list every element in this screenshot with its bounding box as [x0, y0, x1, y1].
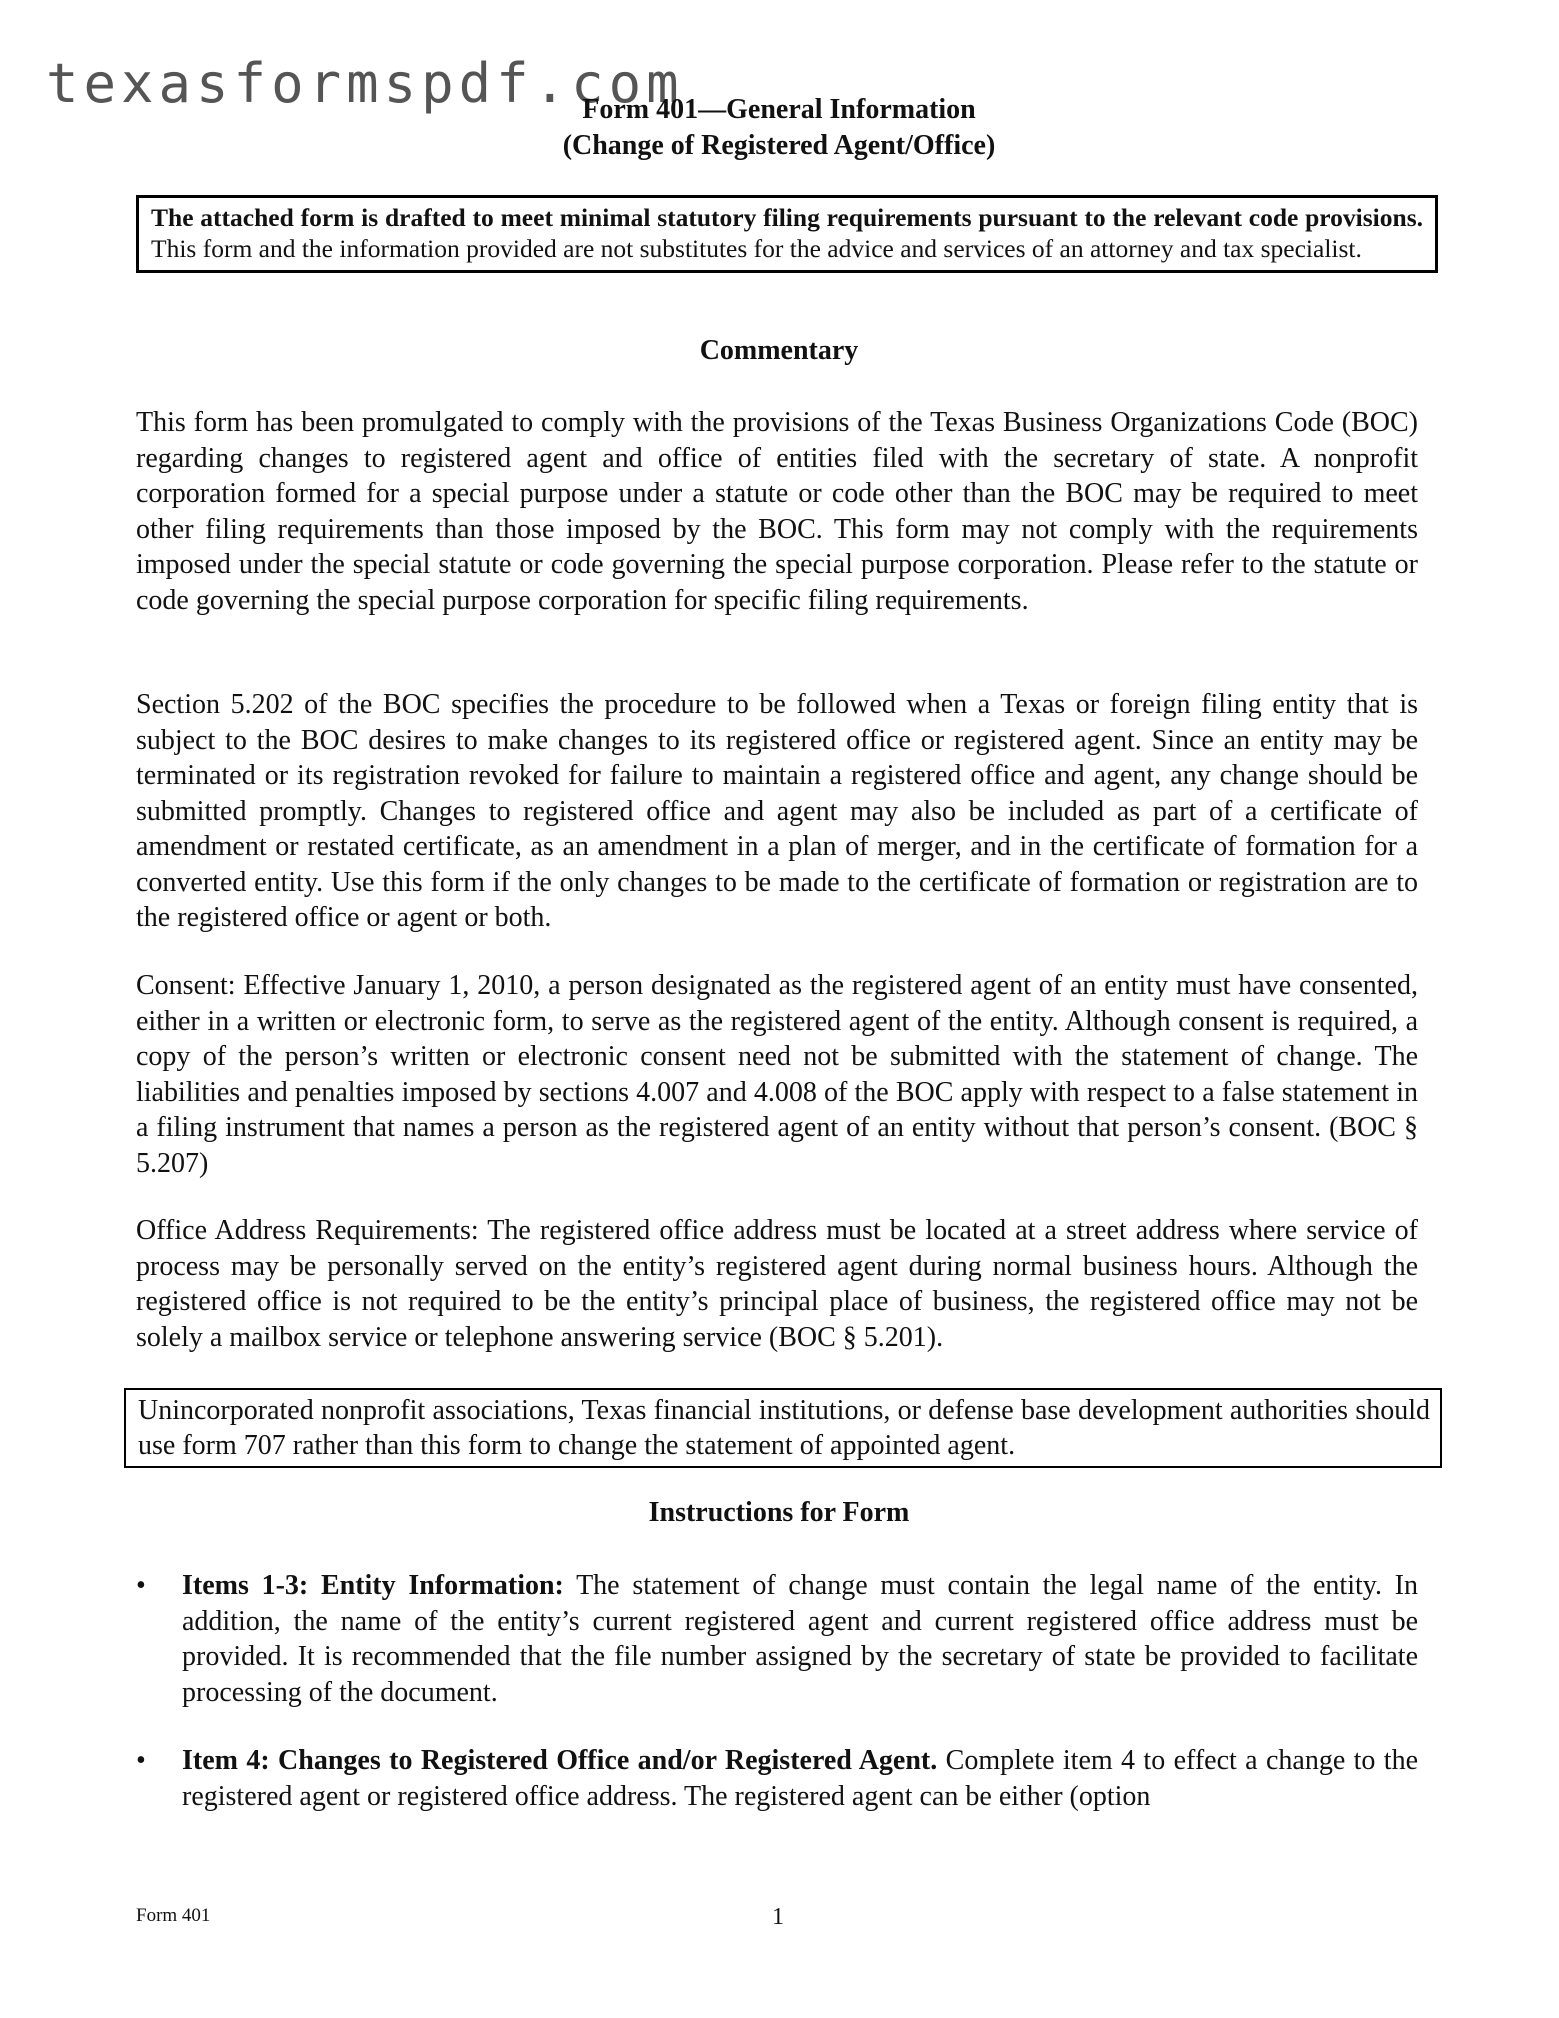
notice-bold: The attached form is drafted to meet minimal statutory filing requirements pursuant to the relevant code provisions.: [151, 203, 1423, 232]
disclaimer-notice: [136, 195, 1438, 273]
office-address-paragraph: Office Address Requirements: The registered office address must be located at a street address where service of process may be personally served on the entity’s registered agent during normal business hours. Although the registered office is not required to be the entity’s principal place of business, the registered office may not be solely a mailbox service or telephone answering service (BOC § 5.201).: [136, 1215, 1418, 1353]
commentary-paragraph-1: This form has been promulgated to comply with the provisions of the Texas Business Organizations Code (BOC) regarding changes to registered agent and office of entities filed with the secretary of state. A nonprofit corporation formed for a special purpose under a statute or code other than the BOC may be required to meet other filing requirements than those imposed by the BOC. This form may not comply with the requirements imposed under the special statute or code governing the special purpose corporation. Please refer to the statute or code governing the special purpose corporation for specific filing requirements.: [136, 407, 1418, 616]
page-number: 1: [772, 1904, 784, 1930]
title-line-1: Form 401—General Information: [582, 94, 976, 125]
footer-form-label: Form 401: [136, 1905, 211, 1926]
list-item: [136, 1743, 1418, 1814]
item-text: The statement of change must contain the legal name of the entity. In addition, the name of the entity’s current registered agent and current registered office address must be provided. It is recommended that the file number assigned by the secretary of state be provided to facilitate processing of the document.: [182, 1570, 1418, 1708]
form-707-note: Unincorporated nonprofit associations, Texas financial institutions, or defense base development authorities should use form 707 rather than this form to change the statement of appointed agent.: [124, 1388, 1442, 1468]
item-text: Complete item 4 to effect a change to the registered agent or registered office address. The registered agent can be either (option: [182, 1745, 1418, 1812]
title-line-2: (Change of Registered Agent/Office): [562, 130, 996, 161]
notice-text: This form and the information provided are not substitutes for the advice and services of an attorney and tax specialist.: [151, 234, 1362, 263]
item-label: Items 1-3: Entity Information:: [182, 1570, 564, 1601]
instructions-heading: Instructions for Form: [648, 1497, 910, 1528]
page-title: [136, 92, 1422, 164]
item-label: Item 4: Changes to Registered Office and/or Registered Agent.: [182, 1745, 938, 1776]
commentary-heading: Commentary: [699, 335, 859, 366]
commentary-paragraph-2: Section 5.202 of the BOC specifies the procedure to be followed when a Texas or foreign filing entity that is subject to the BOC desires to make changes to its registered office or registered agent. Since an entity may be terminated or its registration revoked for failure to maintain a registered office and agent, any change should be submitted promptly. Changes to registered office and agent may also be included as part of a certificate of amendment or restated certificate, as an amendment in a plan of merger, and in the certificate of formation for a converted entity. Use this form if the only changes to be made to the certificate of formation or registration are to the registered office or agent or both.: [136, 689, 1418, 933]
list-item: [136, 1568, 1418, 1710]
consent-paragraph: Consent: Effective January 1, 2010, a person designated as the registered agent of an entity must have consented, either in a written or electronic form, to serve as the registered agent of the entity. Although consent is required, a copy of the person’s written or electronic consent need not be submitted with the statement of change. The liabilities and penalties imposed by sections 4.007 and 4.008 of the BOC apply with respect to a false statement in a filing instrument that names a person as the registered agent of an entity without that person’s consent. (BOC § 5.207): [136, 970, 1418, 1179]
watermark: texasformspdf.com: [46, 52, 684, 115]
instructions-list: [136, 1568, 1418, 1847]
